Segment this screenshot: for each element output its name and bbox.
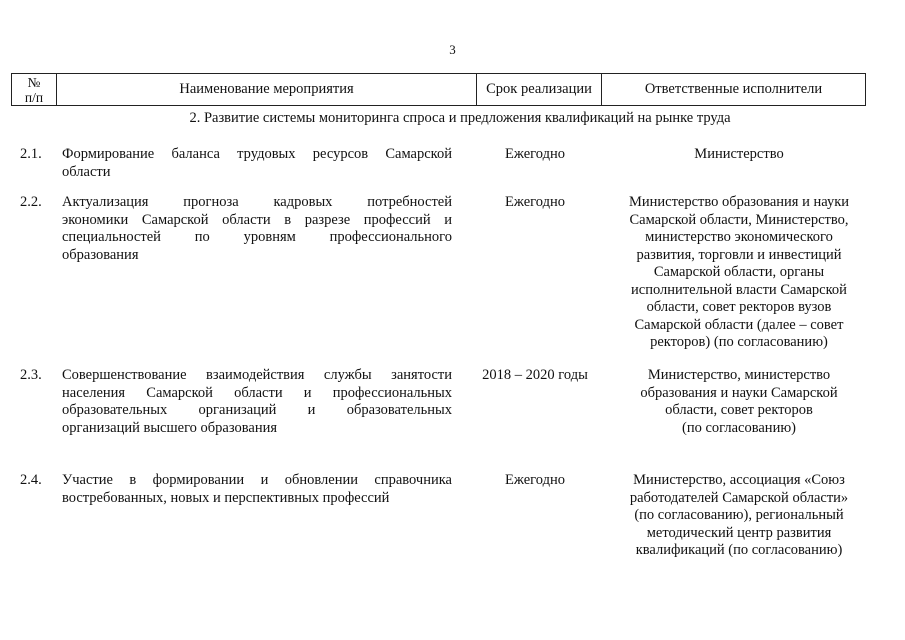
row-term: 2018 – 2020 годы [482,367,588,383]
table-header [11,73,866,106]
row-name: Совершенствование взаимодействия службы занятости населения Самарской области и профессиональных образовательных организаций и образовательных организаций высшего образования [62,367,452,436]
row-name: Участие в формировании и обновлении справочника востребованных, новых и перспективных профессий [62,472,452,506]
row-number: 2.3. [20,367,42,383]
row-responsible: Министерство, министерство образования и науки Самарской области, совет ректоров (по согласованию) [640,367,838,436]
header-name: Наименование мероприятия [57,74,477,105]
row-number: 2.4. [20,472,42,488]
header-num [12,74,57,105]
row-responsible: Министерство образования и науки Самарской области, Министерство, министерство экономического развития, торговли и инвестиций Самарской области, органы исполнительной власти Самарской области, совет ректоров вузов Самарской области (далее – совет ректоров) (по согласованию) [628,194,850,350]
row-responsible: Министерство, ассоциация «Союз работодателей Самарской области» (по согласованию), региональный методический центр развития квалификаций (по согласованию) [629,472,849,558]
header-term: Срок реализации [477,74,602,105]
row-term: Ежегодно [505,194,565,210]
row-responsible: Министерство [694,146,784,162]
row-name: Актуализация прогноза кадровых потребностей экономики Самарской области в разрезе профессий и специальностей по уровням профессионального образования [62,194,452,263]
row-number: 2.2. [20,194,42,210]
header-responsible: Ответственные исполнители [644,81,823,97]
row-term: Ежегодно [505,472,565,488]
header-num-label: п/п [24,89,44,105]
section-title: 2. Развитие системы мониторинга спроса и предложения квалификаций на рынке труда [189,110,731,126]
header-num-symbol: № [27,74,41,90]
row-name: Формирование баланса трудовых ресурсов Самарской области [62,146,452,180]
row-term: Ежегодно [505,146,565,162]
page-number: 3 [449,42,456,57]
row-number: 2.1. [20,146,42,162]
